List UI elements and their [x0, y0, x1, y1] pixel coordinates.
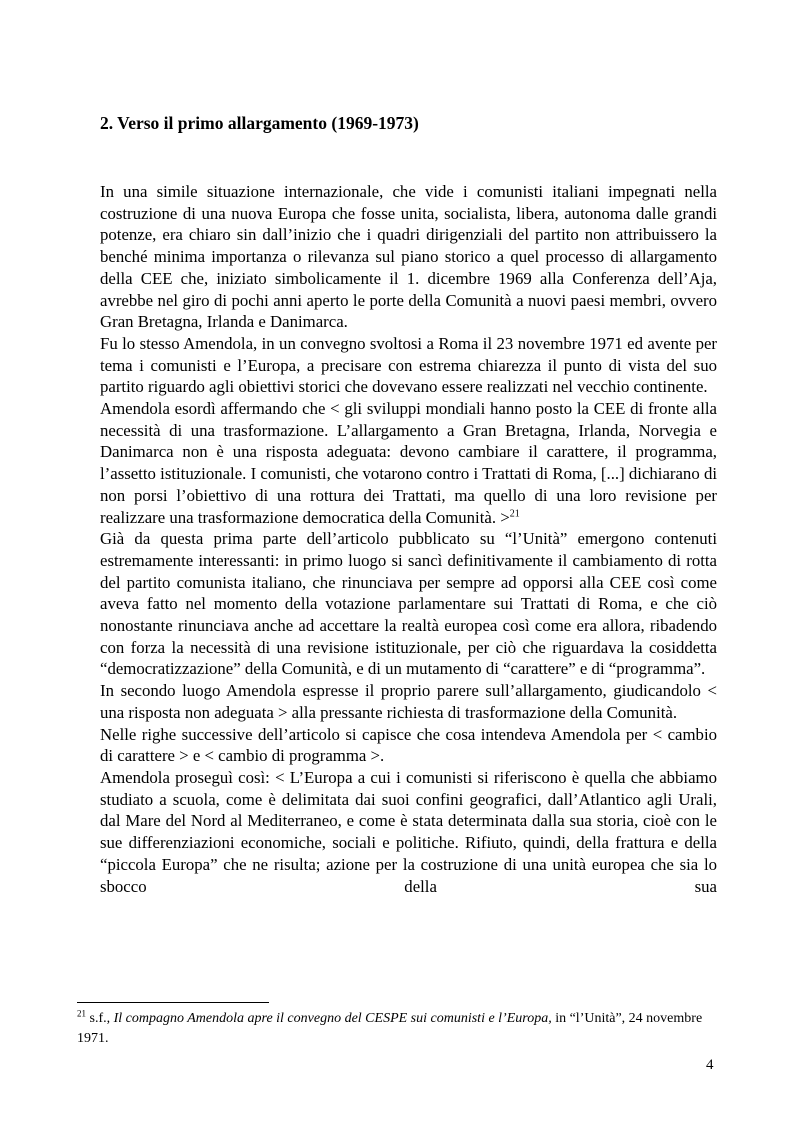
paragraph-5: In secondo luogo Amendola espresse il proprio parere sull’allargamento, giudicandolo < una risposta non adeguata > alla pressante richiesta di trasformazione della Comunità. [100, 681, 717, 722]
footnote-number: 21 [77, 1008, 86, 1019]
footnote-reference[interactable]: 21 [509, 507, 520, 519]
footnote [77, 1009, 727, 1049]
page-content [100, 112, 717, 897]
footnote-divider [77, 1002, 269, 1003]
paragraph-3-text: Amendola esordì affermando che < gli sviluppi mondiali hanno posto la CEE di fronte alla necessità di una trasformazione. L’allargamento a Gran Bretagna, Irlanda, Norvegia e Danimarca non è una risposta adeguata: devono cambiare il carattere, il programma, l’assetto istituzionale. I comunisti, che votarono contro i Trattati di Roma, [...] dichiarano di non porsi l’obiettivo di una rottura dei Trattati, ma quello di una loro revisione per realizzare una trasformazione democratica della Comunità. > [100, 399, 717, 527]
paragraph-7: Amendola proseguì così: < L’Europa a cui i comunisti si riferiscono è quella che abbiamo studiato a scuola, come è delimitata dai suoi confini geografici, dall’Atlantico agli Urali, dal Mare del Nord al Mediterraneo, e come è stata determinata dalla sua storia, cioè con le sue differenziazioni economiche, sociali e politiche. Rifiuto, quindi, della frattura e della “piccola Europa” che ne risulta; azione per la costruzione di una unità europea che sia lo sbocco della sua [100, 767, 717, 896]
paragraph-2: Fu lo stesso Amendola, in un convegno svoltosi a Roma il 23 novembre 1971 ed avente per tema i comunisti e l’Europa, a precisare con estrema chiarezza il punto di vista del suo partito riguardo agli obiettivi storici che dovevano essere realizzati nel vecchio continente. [100, 333, 717, 397]
paragraph-6: Nelle righe successive dell’articolo si capisce che cosa intendeva Amendola per < cambio di carattere > e < cambio di programma >. [100, 724, 717, 766]
paragraph-3 [100, 398, 717, 528]
footnote-source: in “l’Unità”, 24 novembre 1971. [77, 1011, 703, 1046]
body-text [100, 181, 717, 897]
paragraph-4: Già da questa prima parte dell’articolo pubblicato su “l’Unità” emergono contenuti estremamente interessanti: in primo luogo si sancì definitivamente il cambiamento di rotta del partito comunista italiano, che rinunciava per sempre ad opporsi alla CEE così come aveva fatto nel momento della votazione parlamentare sui Trattati di Roma, e che ciò nonostante rinunciava anche ad accettare la realtà europea così come era allora, ribadendo con forza la necessità di una revisione istituzionale, per ciò che riguardava la cosiddetta “democratizzazione” della Comunità, e di un mutamento di “carattere” e di “programma”. [100, 529, 717, 679]
page-number: 4 [706, 1057, 714, 1073]
footnote-author: s.f., [89, 1011, 111, 1026]
section-heading: 2. Verso il primo allargamento (1969-1973) [100, 113, 419, 133]
footnote-title: Il compagno Amendola apre il convegno del CESPE sui comunisti e l’Europa, [113, 1011, 552, 1026]
paragraph-1: In una simile situazione internazionale, che vide i comunisti italiani impegnati nella costruzione di una nuova Europa che fosse unita, socialista, libera, autonoma dalle grandi potenze, era chiaro sin dall’inizio che i quadri dirigenziali del partito non attribuissero la benché minima importanza o rilevanza sul piano storico a quel processo di allargamento della CEE che, iniziato simbolicamente il 1. dicembre 1969 alla Conferenza dell’Aja, avrebbe nel giro di pochi anni aperto le porte della Comunità a nuovi paesi membri, ovvero Gran Bretagna, Irlanda e Danimarca. [100, 182, 717, 332]
